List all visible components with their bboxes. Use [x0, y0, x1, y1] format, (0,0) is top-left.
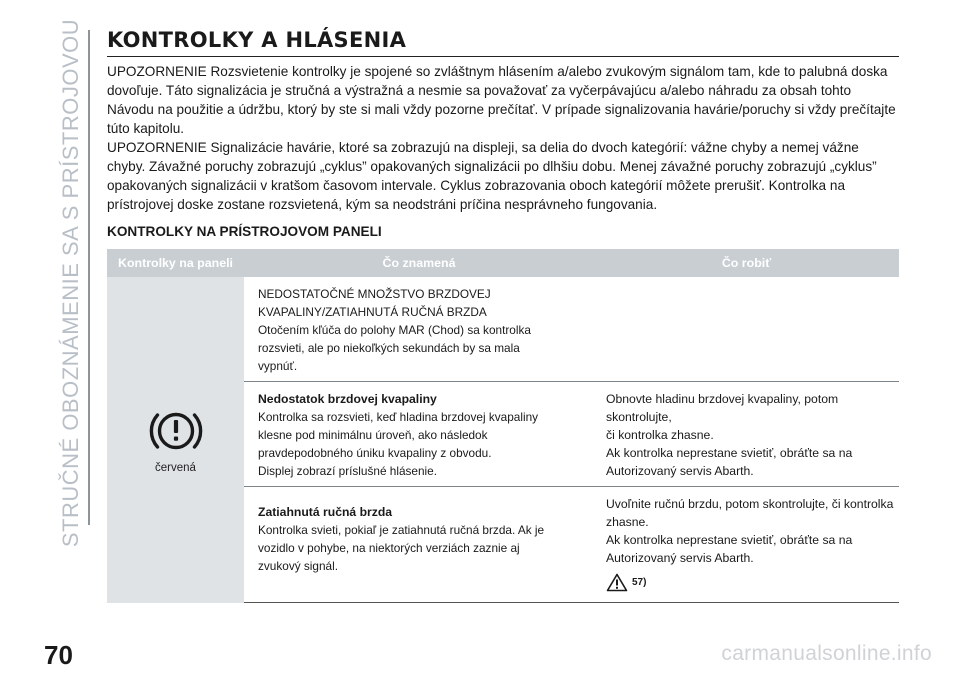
sidebar-title-text: STRUČNÉ OBOZNÁMENIE SA S PRÍSTROJOVOU — [58, 18, 83, 547]
meaning-line: Kontrolka svieti, pokiaľ je zatiahnutá ručná brzda. Ak je — [258, 523, 545, 537]
brake-warning-icon — [148, 406, 204, 456]
warning-triangle-icon — [606, 573, 628, 592]
meaning-line: vozidlo v pohybe, na niektorých verziách zaznie aj — [258, 541, 520, 555]
action-line: Ak kontrolka neprestane svietiť, obráťte sa na — [606, 446, 853, 460]
sidebar-rule — [88, 30, 90, 525]
meaning-line: klesne pod minimálnu úroveň, ako následok — [258, 428, 488, 442]
action-cell — [594, 487, 899, 603]
meaning-line: KVAPALINY/ZATIAHNUTÁ RUČNÁ BRZDA — [258, 305, 487, 319]
meaning-line: Displej zobrazí príslušné hlásenie. — [258, 464, 438, 478]
paragraph-2: UPOZORNENIE Signalizácie havárie, ktoré sa zobrazujú na displeji, sa delia do dvoch kategórií: vážne chyby a nemej vážne chyby. Závažné poruchy zobrazujú „cyklus” opakovaných signalizácii po dlhšiu dobu. Menej závažné poruchy zobrazujú „cyklus” opakovaných signalizácii v kratšom časovom intervale. Cyklus zobrazovania oboch kategórií môžete prerušiť. Kontrolka na prístrojovej doske zostane rozsvietená, kým sa neodstráni príčina nesprávneho fungovania. — [107, 140, 877, 212]
meaning-line: zvukový signál. — [258, 559, 338, 573]
warning-reference — [606, 573, 899, 592]
meaning-title: Nedostatok brzdovej kvapaliny — [258, 392, 437, 406]
action-line: Autorizovaný servis Abarth. — [606, 464, 754, 478]
action-line: Ak kontrolka neprestane svietiť, obráťte sa na — [606, 533, 853, 547]
watermark: carmanualsonline.info — [721, 642, 932, 665]
icon-color-label: červená — [155, 461, 196, 474]
icon-cell — [107, 277, 244, 603]
meaning-cell — [244, 382, 594, 487]
meaning-title: Zatiahnutá ručná brzda — [258, 505, 393, 519]
meaning-line: pravdepodobného úniku kvapaliny z obvodu. — [258, 446, 492, 460]
sidebar-chapter-title — [58, 18, 84, 547]
action-line: Autorizovaný servis Abarth. — [606, 551, 754, 565]
action-line: či kontrolka zhasne. — [606, 428, 714, 442]
meaning-line: Kontrolka sa rozsvieti, keď hladina brzdovej kvapaliny — [258, 410, 539, 424]
meaning-cell — [244, 487, 594, 603]
header-lights: Kontrolky na paneli — [107, 249, 244, 277]
action-cell — [594, 277, 899, 382]
meaning-line: rozsvieti, ale po niekoľkých sekundách by sa mala — [258, 341, 520, 355]
section-title: KONTROLKY A HLÁSENIA — [107, 28, 899, 57]
meaning-line: NEDOSTATOČNÉ MNOŽSTVO BRZDOVEJ — [258, 287, 491, 301]
warning-reference-number: 57) — [632, 577, 647, 588]
main-content — [107, 28, 899, 603]
subsection-title: KONTROLKY NA PRÍSTROJOVOM PANELI — [107, 224, 382, 239]
action-line: Uvoľnite ručnú brzdu, potom skontrolujte, či kontrolka — [606, 497, 894, 511]
meaning-line: vypnúť. — [258, 359, 298, 373]
page-number: 70 — [44, 640, 73, 670]
meaning-line: Otočením kľúča do polohy MAR (Chod) sa kontrolka — [258, 323, 531, 337]
header-meaning: Čo znamená — [244, 249, 594, 277]
paragraph-1: UPOZORNENIE Rozsvietenie kontrolky je spojené so zvláštnym hlásením a/alebo zvukovým signálom tam, kde to palubná doska dovoľuje. Táto signalizácia je stručná a výstražná a nesmie sa považovať za vyčerpávajúcu a/alebo náhradu za obsah tohto Návodu na použitie a údržbu, ktorý by ste si mali vždy pozorne prečítať. V prípade signalizovania havárie/poruchy si vždy prečítajte túto kapitolu. — [107, 64, 896, 136]
warning-lights-table — [107, 249, 899, 603]
header-action: Čo robiť — [594, 249, 899, 277]
action-line: zhasne. — [606, 515, 649, 529]
table-header-row — [107, 249, 899, 277]
meaning-cell — [244, 277, 594, 382]
action-line: Obnovte hladinu brzdovej kvapaliny, potom skontrolujte, — [606, 392, 839, 424]
table-row — [107, 277, 899, 382]
action-cell — [594, 382, 899, 487]
